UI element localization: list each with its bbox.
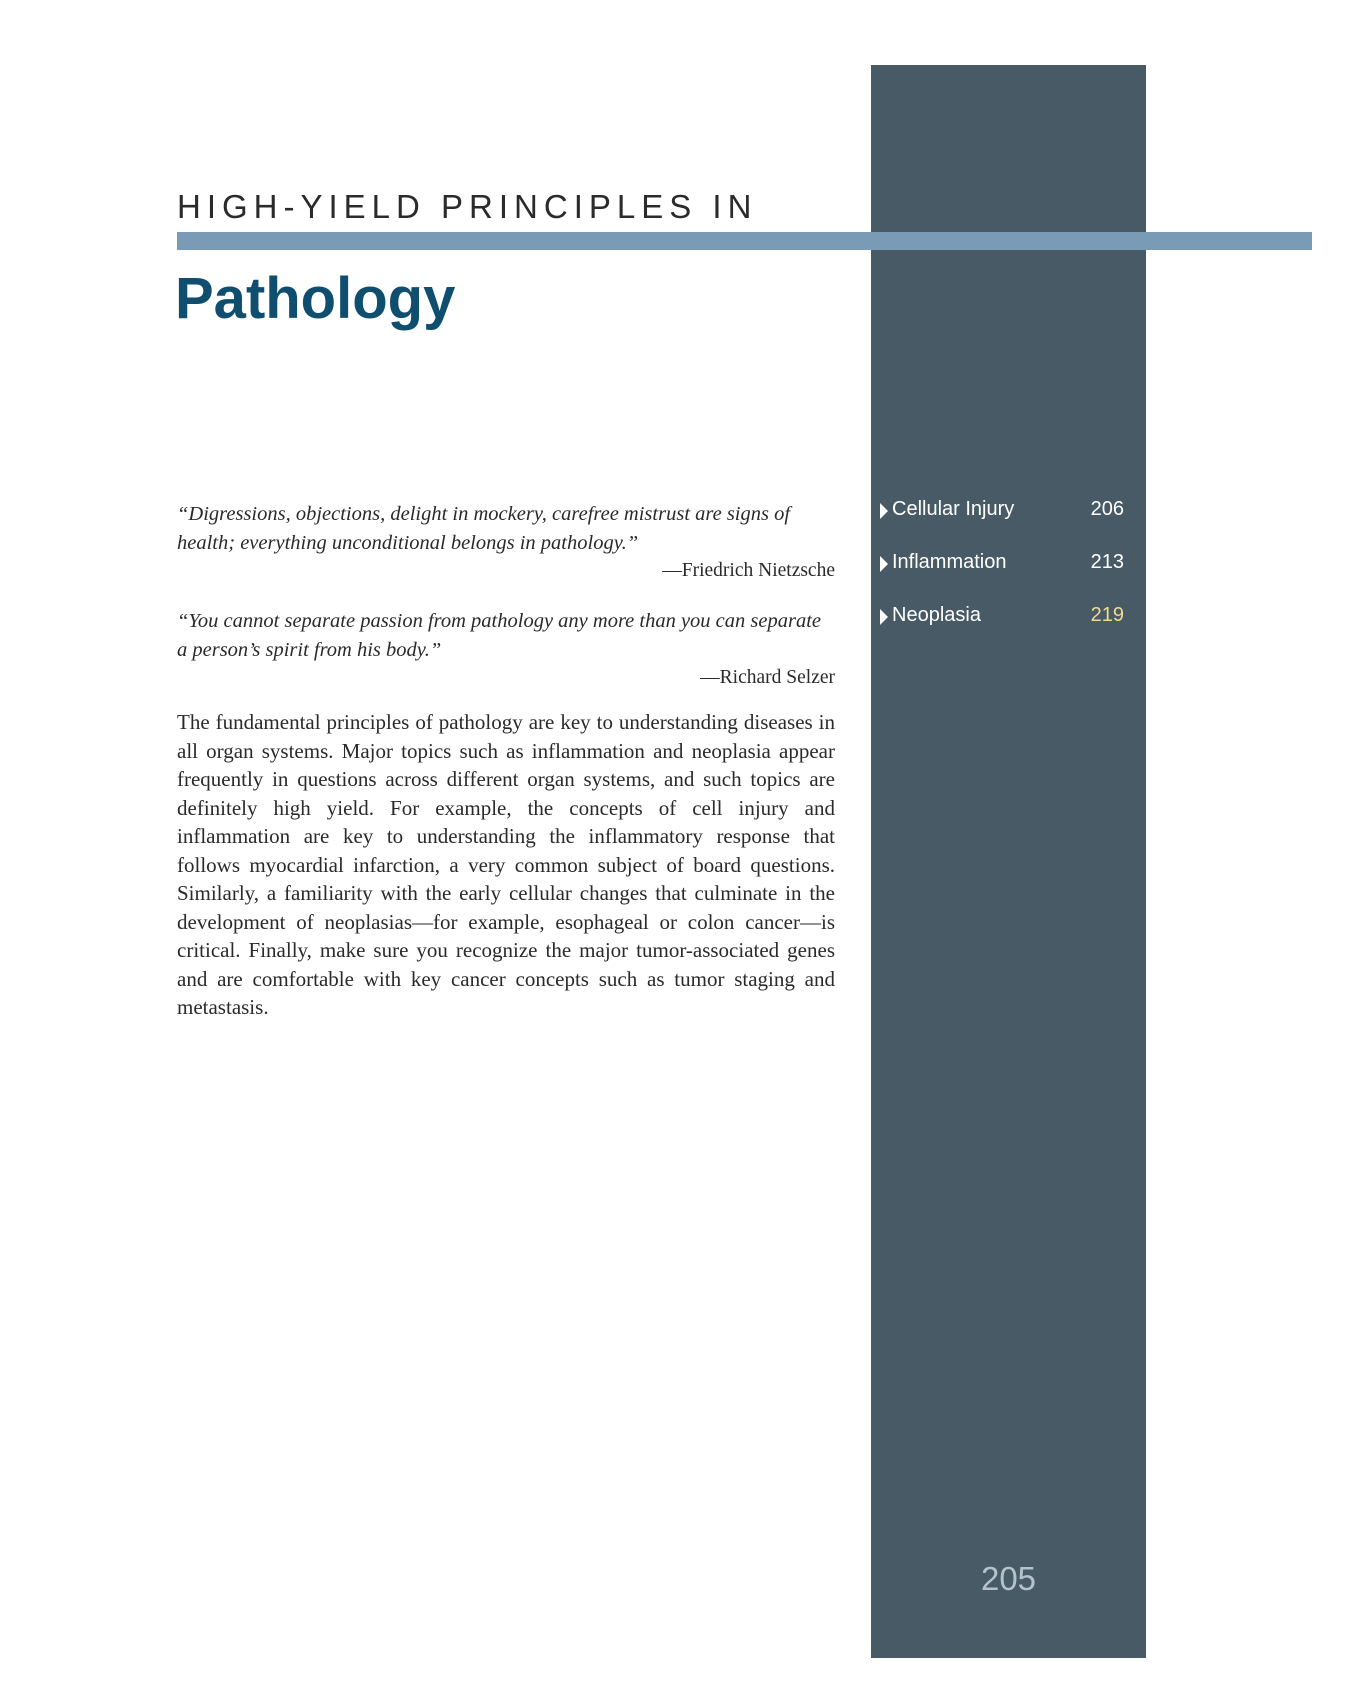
toc-item-label: Neoplasia (892, 604, 981, 626)
toc-item-label: Inflammation (892, 551, 1007, 573)
quote-text: “You cannot separate passion from pathology any more than you can separate a person’s spirit from his body.” (177, 610, 822, 661)
quote-author: —Richard Selzer (700, 667, 835, 688)
epigraph-2 (177, 607, 835, 692)
sidebar-panel (871, 65, 1146, 1658)
triangle-right-icon (880, 503, 888, 519)
epigraphs (177, 500, 835, 714)
toc-item-page: 219 (1090, 604, 1124, 626)
quote-text: “Digressions, objections, delight in mockery, carefree mistrust are signs of health; everything unconditional belongs in pathology.” (177, 503, 791, 554)
toc-item-neoplasia[interactable] (880, 604, 1128, 657)
chapter-kicker: HIGH-YIELD PRINCIPLES IN (177, 188, 758, 225)
epigraph-1 (177, 500, 835, 585)
toc-item-cellular-injury[interactable] (880, 498, 1128, 551)
toc-item-label: Cellular Injury (892, 498, 1015, 520)
toc-item-inflammation[interactable] (880, 551, 1128, 604)
triangle-right-icon (880, 609, 888, 625)
toc-item-page: 206 (1090, 498, 1124, 520)
quote-author: —Friedrich Nietzsche (662, 560, 835, 581)
table-of-contents (880, 498, 1128, 657)
toc-item-page: 213 (1090, 551, 1124, 573)
intro-paragraph: The fundamental principles of pathology are key to understanding diseases in all organ systems. Major topics such as inflammation and neoplasia appear frequently in questions across different organ systems, and such topics are definitely high yield. For example, the concepts of cell injury and inflammation are key to understanding the inflammatory response that follows myocardial infarction, a very common subject of board questions. Similarly, a familiarity with the early cellular changes that culminate in the development of neoplasias—for example, esophageal or colon cancer—is critical. Finally, make sure you recognize the major tumor-associated genes and are comfortable with key cancer concepts such as tumor staging and metastasis. (177, 710, 835, 1019)
chapter-title: Pathology (175, 266, 456, 331)
page-number: 205 (980, 1560, 1037, 1597)
triangle-right-icon (880, 556, 888, 572)
header-rule (177, 232, 1312, 250)
